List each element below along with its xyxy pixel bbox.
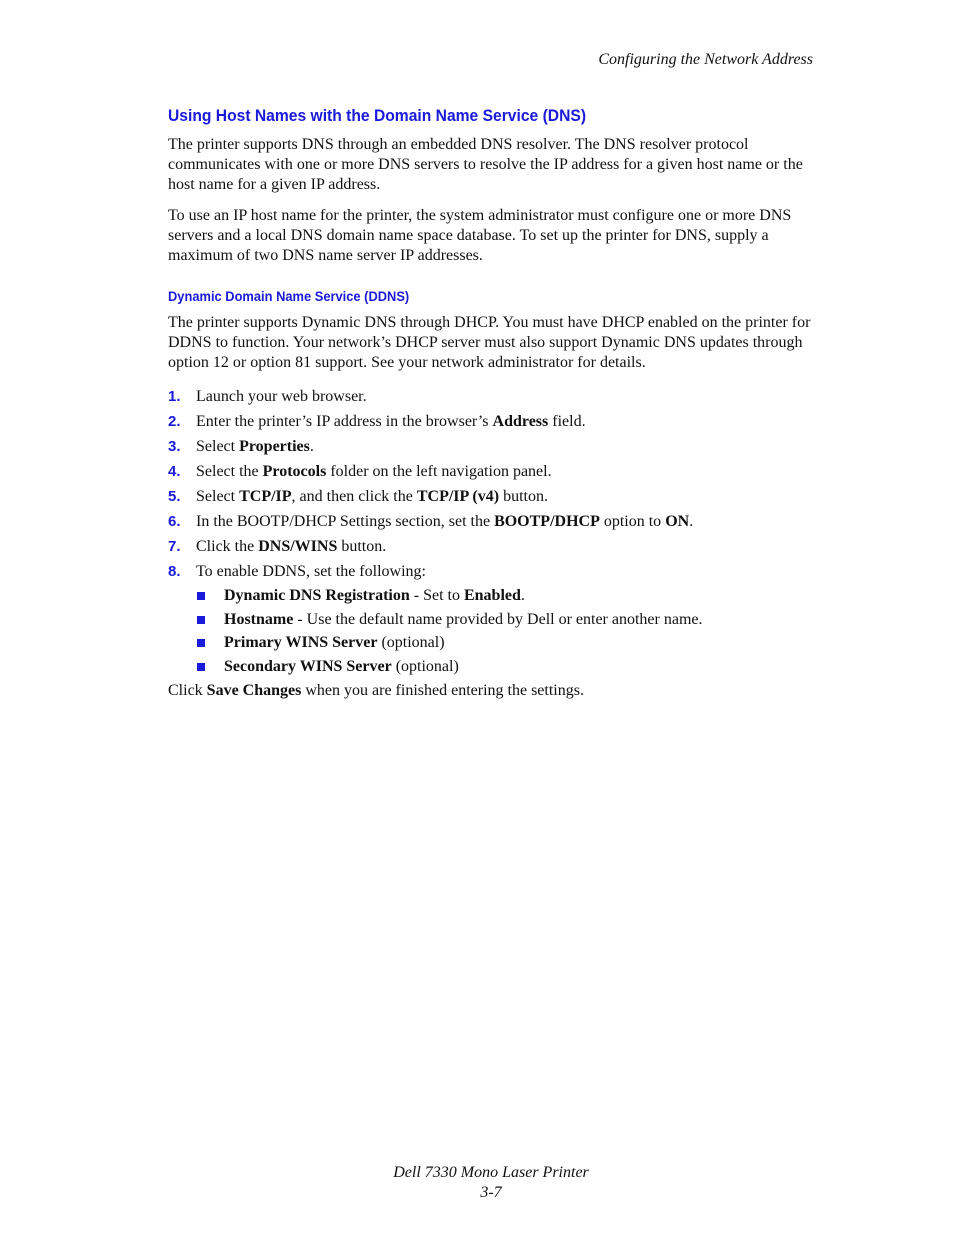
subsection-paragraph: The printer supports Dynamic DNS through DHCP. You must have DHCP enabled on the printer for DDNS to function. Your network’s DHCP server must also support Dynamic DNS updates through option 12 or option 81 support. See your network administrator for details. bbox=[168, 314, 811, 371]
setting-text: (optional) bbox=[391, 657, 459, 675]
square-bullet-icon bbox=[197, 616, 205, 624]
step-item bbox=[168, 509, 813, 534]
step-ui-term: TCP/IP (v4) bbox=[416, 488, 500, 505]
setting-item bbox=[168, 655, 813, 679]
setting-item bbox=[168, 631, 813, 655]
page-footer bbox=[0, 1163, 954, 1203]
setting-name: Dynamic DNS Registration bbox=[224, 587, 410, 604]
step-item bbox=[168, 459, 813, 484]
setting-text: - Use the default name provided by Dell or enter another name. bbox=[293, 610, 703, 628]
step-number: 8. bbox=[168, 563, 181, 580]
step-ui-term: Protocols bbox=[262, 463, 327, 480]
closing-ui-term: Save Changes bbox=[206, 682, 302, 699]
step-text: To enable DDNS, set the following: bbox=[196, 563, 426, 580]
step-text: Select bbox=[196, 488, 240, 505]
square-bullet-icon bbox=[197, 639, 205, 647]
step-ui-term: BOOTP/DHCP bbox=[494, 513, 600, 530]
step-text: option to bbox=[599, 513, 666, 530]
step-text: Click the bbox=[196, 538, 259, 555]
setting-name: Hostname bbox=[224, 610, 294, 628]
page-content bbox=[168, 106, 813, 712]
square-bullet-icon bbox=[197, 663, 205, 671]
closing-paragraph bbox=[168, 681, 813, 701]
step-text: Launch your web browser. bbox=[196, 388, 367, 405]
step-ui-term: Properties bbox=[239, 438, 310, 455]
step-item bbox=[168, 409, 813, 434]
step-ui-term: ON bbox=[665, 513, 690, 530]
ddns-settings-list bbox=[168, 584, 813, 678]
setting-name: Secondary WINS Server bbox=[224, 657, 392, 675]
closing-text: when you are finished entering the settings. bbox=[301, 682, 584, 699]
step-text: Select the bbox=[196, 463, 263, 480]
step-ui-term: DNS/WINS bbox=[258, 538, 338, 555]
footer-page-number: 3-7 bbox=[480, 1184, 502, 1201]
square-bullet-icon bbox=[197, 592, 205, 600]
step-number: 1. bbox=[168, 388, 181, 405]
step-item bbox=[168, 384, 813, 409]
step-text: Select bbox=[196, 438, 240, 455]
steps-list bbox=[168, 384, 813, 584]
step-number: 7. bbox=[168, 538, 181, 555]
section-paragraph-2: To use an IP host name for the printer, the system administrator must configure one or more DNS servers and a local DNS domain name space database. To set up the printer for DNS, supply a maximum of two DNS name server IP addresses. bbox=[168, 207, 792, 264]
setting-value: Enabled bbox=[463, 587, 521, 604]
setting-item bbox=[168, 608, 813, 632]
step-number: 5. bbox=[168, 488, 181, 505]
step-text: folder on the left navigation panel. bbox=[326, 463, 552, 480]
step-ui-term: TCP/IP bbox=[239, 488, 292, 505]
step-text: . bbox=[309, 438, 314, 455]
step-number: 6. bbox=[168, 513, 181, 530]
step-number: 2. bbox=[168, 413, 181, 430]
section-heading: Using Host Names with the Domain Name Service (DNS) bbox=[168, 106, 587, 125]
step-text: In the BOOTP/DHCP Settings section, set the bbox=[196, 513, 495, 530]
step-text: , and then click the bbox=[291, 488, 417, 505]
setting-item bbox=[168, 584, 813, 608]
step-item bbox=[168, 484, 813, 509]
setting-text: . bbox=[520, 587, 525, 604]
step-text: field. bbox=[548, 413, 586, 430]
step-text: button. bbox=[337, 538, 387, 555]
step-text: button. bbox=[499, 488, 548, 505]
step-ui-term: Address bbox=[492, 413, 549, 430]
step-item bbox=[168, 559, 813, 584]
subsection-heading: Dynamic Domain Name Service (DDNS) bbox=[168, 288, 410, 304]
step-item bbox=[168, 434, 813, 459]
section-paragraph-1: The printer supports DNS through an embedded DNS resolver. The DNS resolver protocol communicates with one or more DNS servers to resolve the IP address for a given host name or the host name for a given IP address. bbox=[168, 136, 803, 193]
step-text: . bbox=[689, 513, 694, 530]
setting-text: (optional) bbox=[377, 634, 445, 651]
footer-product-name: Dell 7330 Mono Laser Printer bbox=[393, 1164, 589, 1181]
step-text: Enter the printer’s IP address in the browser’s bbox=[196, 413, 493, 430]
setting-name: Primary WINS Server bbox=[224, 634, 378, 651]
step-number: 3. bbox=[168, 438, 181, 455]
running-header: Configuring the Network Address bbox=[598, 51, 813, 68]
step-item bbox=[168, 534, 813, 559]
setting-text: - Set to bbox=[409, 587, 464, 604]
step-number: 4. bbox=[168, 463, 181, 480]
closing-text: Click bbox=[168, 682, 207, 699]
